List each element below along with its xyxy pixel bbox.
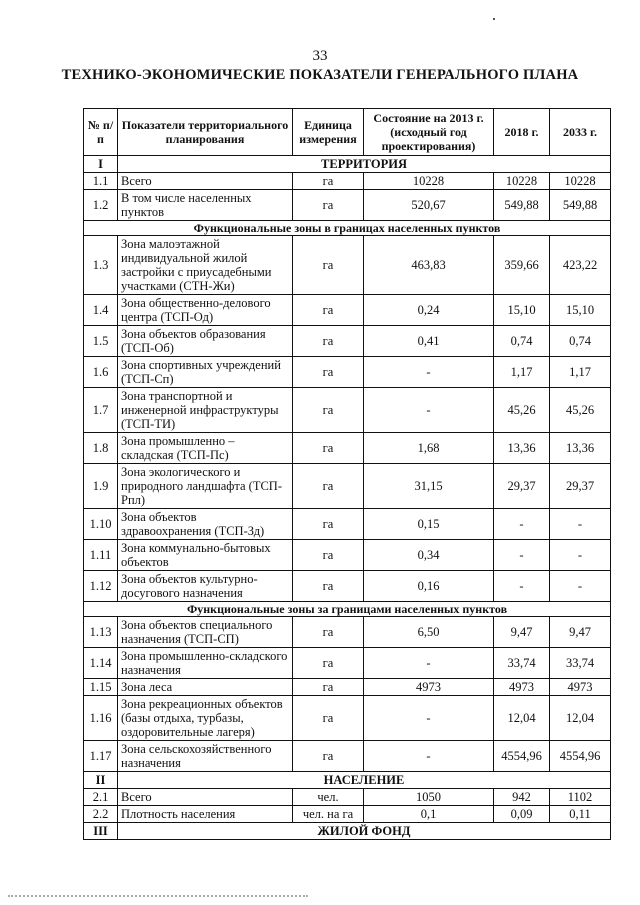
row-2013: 463,83 (364, 236, 494, 295)
header-number: № п/п (84, 109, 118, 156)
row-2033: 423,22 (550, 236, 611, 295)
table-row (84, 509, 611, 540)
row-2033: - (550, 540, 611, 571)
table-row (84, 679, 611, 696)
row-2033: 1,17 (550, 357, 611, 388)
row-number: 1.11 (84, 540, 118, 571)
header-indicator: Показатели территориального планирования (118, 109, 293, 156)
row-indicator: Всего (118, 789, 293, 806)
row-2013: - (364, 741, 494, 772)
row-unit: чел. на га (293, 806, 364, 823)
row-number: 1.6 (84, 357, 118, 388)
row-2033: - (550, 571, 611, 602)
table-row (84, 540, 611, 571)
row-2013: 31,15 (364, 464, 494, 509)
row-number: 1.8 (84, 433, 118, 464)
row-unit: чел. (293, 789, 364, 806)
row-number: 1.3 (84, 236, 118, 295)
row-2018: 359,66 (494, 236, 550, 295)
row-2018: 4554,96 (494, 741, 550, 772)
row-2018: 9,47 (494, 617, 550, 648)
row-2033: 15,10 (550, 295, 611, 326)
row-2013: 0,15 (364, 509, 494, 540)
row-unit: га (293, 509, 364, 540)
row-2033: 10228 (550, 173, 611, 190)
row-2033: 9,47 (550, 617, 611, 648)
row-2018: - (494, 540, 550, 571)
row-2033: 4554,96 (550, 741, 611, 772)
row-2018: 10228 (494, 173, 550, 190)
table-row (84, 571, 611, 602)
row-2013: - (364, 388, 494, 433)
table-row (84, 617, 611, 648)
section-row (84, 156, 611, 173)
row-2013: - (364, 696, 494, 741)
row-number: 1.15 (84, 679, 118, 696)
section-number: III (84, 823, 118, 840)
row-number: 2.1 (84, 789, 118, 806)
row-2033: - (550, 509, 611, 540)
row-2018: - (494, 571, 550, 602)
row-number: 1.17 (84, 741, 118, 772)
section-title: ЖИЛОЙ ФОНД (118, 823, 611, 840)
row-indicator: Зона коммунально-бытовых объектов (118, 540, 293, 571)
row-indicator: Зона общественно-делового центра (ТСП-Од) (118, 295, 293, 326)
row-2033: 12,04 (550, 696, 611, 741)
row-2013: - (364, 648, 494, 679)
row-2018: 0,74 (494, 326, 550, 357)
table-row (84, 696, 611, 741)
row-unit: га (293, 617, 364, 648)
row-2013: 10228 (364, 173, 494, 190)
header-unit: Единица измерения (293, 109, 364, 156)
row-2018: 15,10 (494, 295, 550, 326)
row-unit: га (293, 326, 364, 357)
row-indicator: Зона объектов здравоохранения (ТСП-Зд) (118, 509, 293, 540)
row-2018: - (494, 509, 550, 540)
section-number: I (84, 156, 118, 173)
table-row (84, 326, 611, 357)
row-indicator: В том числе населенных пунктов (118, 190, 293, 221)
page-number: 33 (312, 48, 328, 64)
row-2033: 1102 (550, 789, 611, 806)
row-indicator: Зона спортивных учреждений (ТСП-Сп) (118, 357, 293, 388)
row-2018: 12,04 (494, 696, 550, 741)
row-unit: га (293, 464, 364, 509)
row-unit: га (293, 696, 364, 741)
table-row (84, 388, 611, 433)
section-title: НАСЕЛЕНИЕ (118, 772, 611, 789)
row-indicator: Плотность населения (118, 806, 293, 823)
row-indicator: Зона рекреационных объектов (базы отдыха, турбазы, оздоровительные лагеря) (118, 696, 293, 741)
row-number: 1.12 (84, 571, 118, 602)
row-2033: 4973 (550, 679, 611, 696)
row-2018: 13,36 (494, 433, 550, 464)
row-number: 2.2 (84, 806, 118, 823)
section-number: II (84, 772, 118, 789)
row-number: 1.9 (84, 464, 118, 509)
section-row (84, 772, 611, 789)
table-row (84, 741, 611, 772)
row-indicator: Зона промышленно-складского назначения (118, 648, 293, 679)
subheader-outside-settlements: Функциональные зоны за границами населенных пунктов (84, 602, 611, 617)
row-2013: 1,68 (364, 433, 494, 464)
page-title: ТЕХНИКО-ЭКОНОМИЧЕСКИЕ ПОКАЗАТЕЛИ ГЕНЕРАЛЬНОГО ПЛАНА (61, 67, 579, 83)
scan-dot (493, 18, 495, 20)
row-indicator: Зона промышленно – складская (ТСП-Пс) (118, 433, 293, 464)
row-2018: 549,88 (494, 190, 550, 221)
row-indicator: Зона малоэтажной индивидуальной жилой застройки с приусадебными участками (СТН-Жи) (118, 236, 293, 295)
row-unit: га (293, 679, 364, 696)
table-row (84, 433, 611, 464)
row-2033: 0,74 (550, 326, 611, 357)
row-number: 1.10 (84, 509, 118, 540)
subheader-in-settlements: Функциональные зоны в границах населенных пунктов (84, 221, 611, 236)
table-row (84, 357, 611, 388)
header-2033: 2033 г. (550, 109, 611, 156)
row-2013: 0,41 (364, 326, 494, 357)
row-indicator: Зона транспортной и инженерной инфраструктуры (ТСП-ТИ) (118, 388, 293, 433)
row-unit: га (293, 190, 364, 221)
row-indicator: Зона сельскохозяйственного назначения (118, 741, 293, 772)
row-unit: га (293, 741, 364, 772)
row-unit: га (293, 173, 364, 190)
row-indicator: Зона леса (118, 679, 293, 696)
row-number: 1.7 (84, 388, 118, 433)
row-2033: 13,36 (550, 433, 611, 464)
row-unit: га (293, 357, 364, 388)
row-2033: 29,37 (550, 464, 611, 509)
row-unit: га (293, 236, 364, 295)
row-number: 1.1 (84, 173, 118, 190)
row-2013: 0,16 (364, 571, 494, 602)
row-2018: 33,74 (494, 648, 550, 679)
table-row (84, 789, 611, 806)
row-2033: 0,11 (550, 806, 611, 823)
indicators-table (83, 108, 611, 840)
row-2013: 4973 (364, 679, 494, 696)
row-unit: га (293, 295, 364, 326)
row-2013: 1050 (364, 789, 494, 806)
header-2018: 2018 г. (494, 109, 550, 156)
section-row (84, 823, 611, 840)
row-number: 1.16 (84, 696, 118, 741)
row-2033: 45,26 (550, 388, 611, 433)
row-2013: 0,34 (364, 540, 494, 571)
subheader-row (84, 221, 611, 236)
row-2018: 942 (494, 789, 550, 806)
row-unit: га (293, 388, 364, 433)
row-number: 1.4 (84, 295, 118, 326)
section-title: ТЕРРИТОРИЯ (118, 156, 611, 173)
table-row (84, 648, 611, 679)
row-number: 1.14 (84, 648, 118, 679)
row-2013: 6,50 (364, 617, 494, 648)
row-indicator: Зона объектов специального назначения (ТСП-СП) (118, 617, 293, 648)
row-number: 1.13 (84, 617, 118, 648)
row-2018: 4973 (494, 679, 550, 696)
row-unit: га (293, 648, 364, 679)
row-2033: 549,88 (550, 190, 611, 221)
row-2013: - (364, 357, 494, 388)
row-2018: 0,09 (494, 806, 550, 823)
row-indicator: Зона объектов образования (ТСП-Об) (118, 326, 293, 357)
table-row (84, 236, 611, 295)
table-row (84, 806, 611, 823)
page-footer-artifact (8, 895, 308, 903)
subheader-row (84, 602, 611, 617)
row-unit: га (293, 571, 364, 602)
row-2018: 29,37 (494, 464, 550, 509)
row-2033: 33,74 (550, 648, 611, 679)
row-unit: га (293, 540, 364, 571)
row-2013: 0,1 (364, 806, 494, 823)
row-number: 1.5 (84, 326, 118, 357)
row-indicator: Зона экологического и природного ландшафта (ТСП-Рпл) (118, 464, 293, 509)
row-2018: 45,26 (494, 388, 550, 433)
table-row (84, 190, 611, 221)
row-unit: га (293, 433, 364, 464)
row-indicator: Зона объектов культурно-досугового назначения (118, 571, 293, 602)
row-indicator: Всего (118, 173, 293, 190)
header-2013: Состояние на 2013 г. (исходный год проектирования) (364, 109, 494, 156)
row-2013: 0,24 (364, 295, 494, 326)
table-row (84, 295, 611, 326)
row-number: 1.2 (84, 190, 118, 221)
table-row (84, 173, 611, 190)
table-row (84, 464, 611, 509)
table-header-row (84, 109, 611, 156)
row-2013: 520,67 (364, 190, 494, 221)
row-2018: 1,17 (494, 357, 550, 388)
